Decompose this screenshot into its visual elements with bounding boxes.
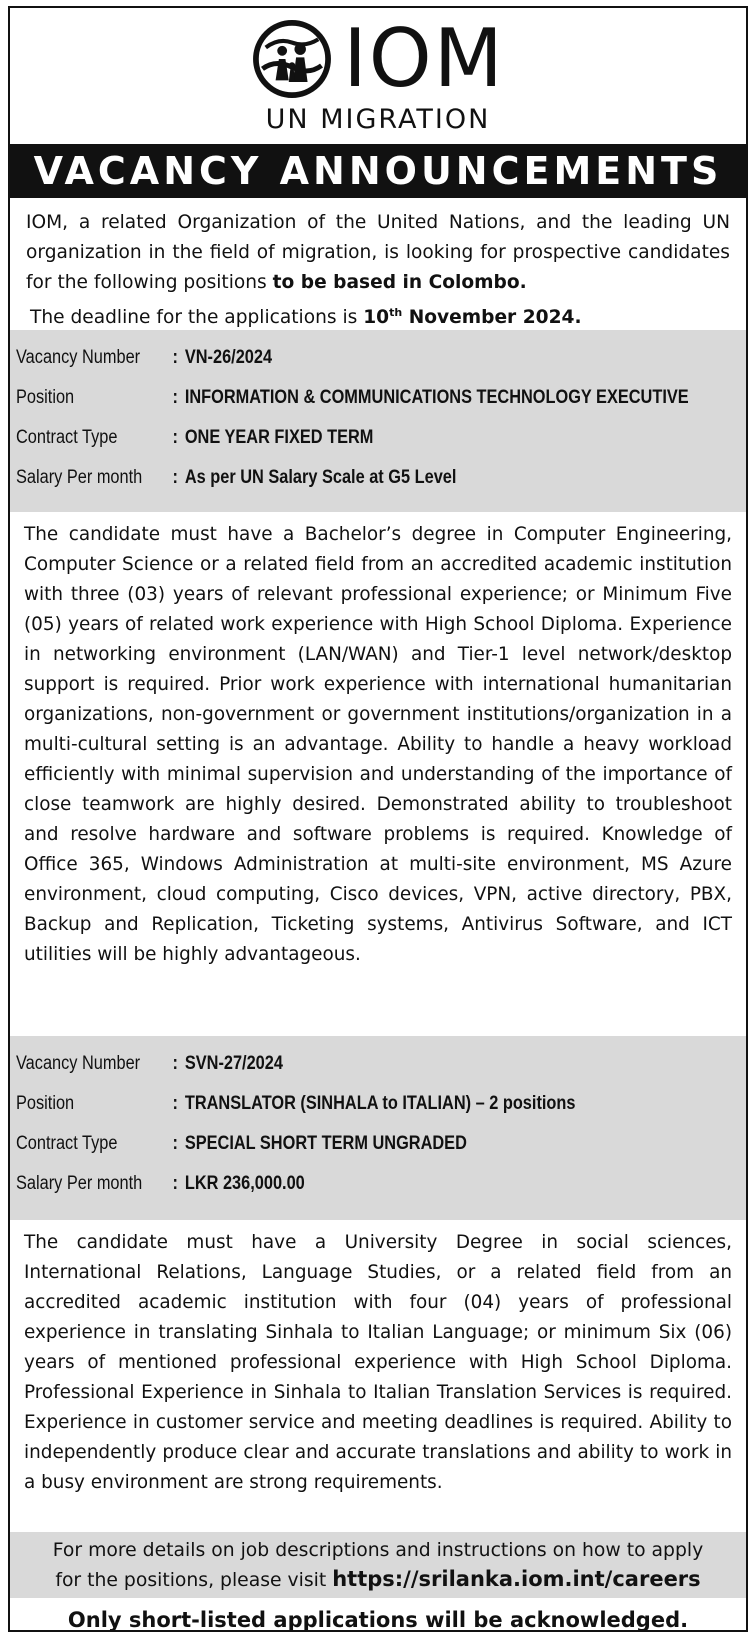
- logo-wordmark: IOM: [343, 11, 505, 105]
- contract-type-value: ONE YEAR FIXED TERM: [184, 427, 374, 448]
- contract-type-row: [16, 418, 734, 458]
- details-line-1: For more details on job descriptions and instructions on how to apply: [52, 1540, 704, 1561]
- vacancy-number-label: Vacancy Number: [16, 347, 141, 368]
- vacancy-number-label: Vacancy Number: [16, 1053, 141, 1074]
- colon: :: [172, 1093, 178, 1114]
- salary-row: [16, 458, 734, 498]
- iom-emblem-icon: [251, 18, 333, 100]
- vacancy-number-value: VN-26/2024: [184, 347, 273, 368]
- intro-location: to be based in Colombo.: [272, 272, 527, 293]
- iom-logo: [10, 8, 746, 144]
- contract-type-label: Contract Type: [16, 427, 118, 448]
- vacancy-number-row: [16, 1044, 734, 1084]
- vacancy-details-1: [10, 330, 746, 512]
- vacancy-description-1: [10, 512, 746, 1036]
- deadline-label: The deadline for the applications is: [30, 307, 364, 329]
- deadline-rest: November 2024.: [402, 307, 582, 329]
- salary-row: [16, 1164, 734, 1204]
- closing-note: Only short-listed applications will be acknowledged.: [67, 1608, 689, 1632]
- details-visit-text: for the positions, please visit: [55, 1570, 333, 1591]
- position-value: INFORMATION & COMMUNICATIONS TECHNOLOGY EXECUTIVE: [184, 387, 689, 408]
- colon: :: [172, 427, 178, 448]
- colon: :: [172, 387, 178, 408]
- salary-value: As per UN Salary Scale at G5 Level: [184, 467, 457, 488]
- description-text: The candidate must have a University Degree in social sciences, International Relations, Language Studies, or a related field from an accredited academic institution with four (04) years of professional experience in translating Sinhala to Italian Language; or minimum Six (06) years of mentioned professional experience with High School Diploma. Professional Experience in Sinhala to Italian Translation Services is required. Experience in customer service and meeting deadlines is required. Ability to independently produce clear and accurate translations and ability to work in a busy environment are strong requirements.: [24, 1232, 732, 1493]
- colon: :: [172, 1053, 178, 1074]
- colon: :: [172, 347, 178, 368]
- deadline-date: [363, 307, 581, 328]
- deadline-day: 10: [363, 307, 390, 329]
- banner-title: VACANCY ANNOUNCEMENTS: [10, 144, 746, 198]
- position-row: [16, 378, 734, 418]
- logo-subtitle: UN MIGRATION: [265, 103, 491, 135]
- vacancy-details-2: [10, 1036, 746, 1220]
- intro-text: [10, 198, 746, 330]
- contract-type-value: SPECIAL SHORT TERM UNGRADED: [184, 1133, 467, 1154]
- contract-type-row: [16, 1124, 734, 1164]
- more-details: [10, 1532, 746, 1598]
- colon: :: [172, 1133, 178, 1154]
- vacancy-description-2: [10, 1220, 746, 1532]
- position-label: Position: [16, 387, 75, 408]
- salary-label: Salary Per month: [16, 1173, 143, 1194]
- intro-body: IOM, a related Organization of the United Nations, and the leading UN organization in the field of migration, is looking for prospective candidates for the following positions: [26, 212, 730, 293]
- vacancy-number-value: SVN-27/2024: [184, 1053, 283, 1074]
- deadline-suffix: th: [389, 306, 403, 319]
- details-line-2: [20, 1565, 736, 1595]
- vacancy-advertisement: [8, 6, 748, 1632]
- colon: :: [172, 467, 178, 488]
- salary-label: Salary Per month: [16, 467, 143, 488]
- position-row: [16, 1084, 734, 1124]
- position-label: Position: [16, 1093, 75, 1114]
- position-value: TRANSLATOR (SINHALA to ITALIAN) – 2 positions: [184, 1093, 576, 1114]
- careers-link[interactable]: https://srilanka.iom.int/careers: [332, 1567, 701, 1591]
- vacancy-number-row: [16, 338, 734, 378]
- contract-type-label: Contract Type: [16, 1133, 118, 1154]
- salary-value: LKR 236,000.00: [184, 1173, 305, 1194]
- colon: :: [172, 1173, 178, 1194]
- description-text: The candidate must have a Bachelor’s degree in Computer Engineering, Computer Science or a related field from an accredited academic institution with three (03) years of relevant professional experience; or Minimum Five (05) years of related work experience with High School Diploma. Experience in networking environment (LAN/WAN) and Tier-1 level network/desktop support is required. Prior work experience with international humanitarian organizations, non-government or government institutions/organization in a multi-cultural setting is an advantage. Ability to handle a heavy workload efficiently with minimal supervision and understanding of the importance of close teamwork are highly desired. Demonstrated ability to troubleshoot and resolve hardware and software problems is required. Knowledge of Office 365, Windows Administration at multi-site environment, MS Azure environment, cloud computing, Cisco devices, VPN, active directory, PBX, Backup and Replication, Ticketing systems, Antivirus Software, and ICT utilities will be highly advantageous.: [24, 524, 732, 965]
